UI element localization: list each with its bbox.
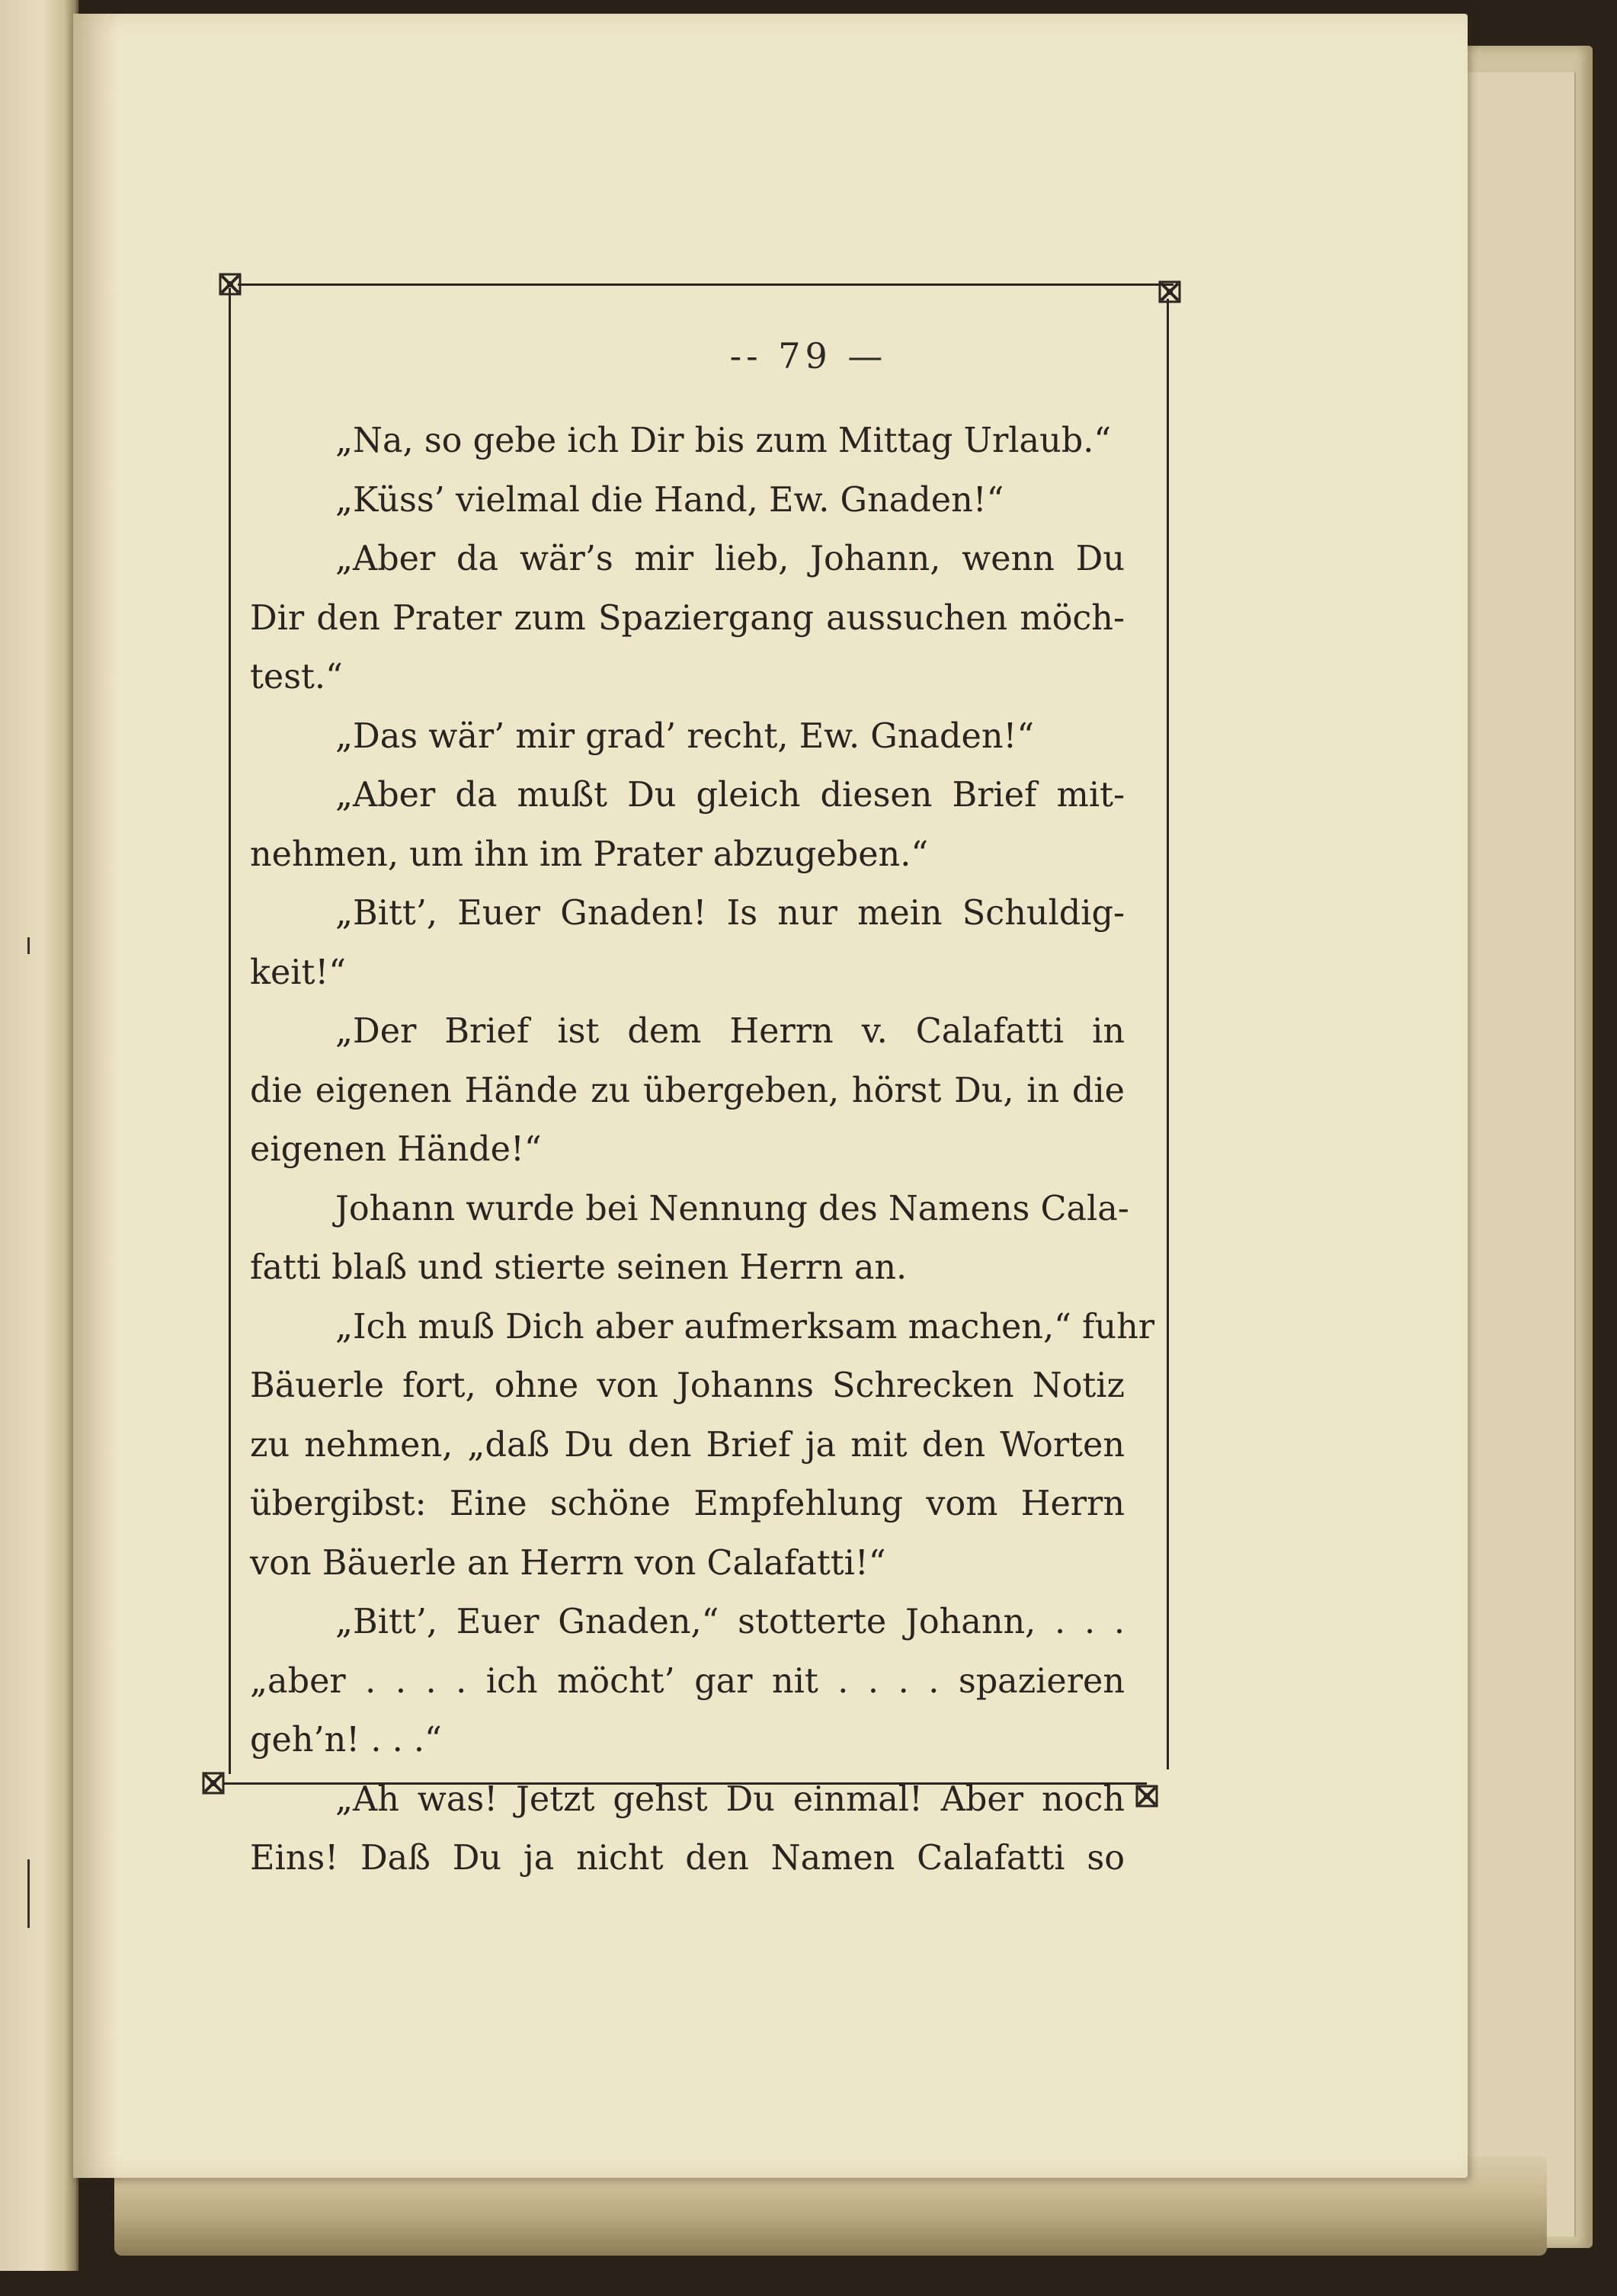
text-line: eigenen Hände!“ (250, 1130, 542, 1169)
text-line: „Der Brief ist dem Herrn v. Calafatti in (335, 1012, 1125, 1051)
text-line: die eigenen Hände zu übergeben, hörst Du, in die (250, 1071, 1125, 1110)
frame-right-rule (1167, 299, 1169, 1769)
text-line: zu nehmen, „daß Du den Brief ja mit den Worten (250, 1425, 1125, 1465)
text-line: „Ich muß Dich aber aufmerksam machen,“ fuhr (335, 1307, 1155, 1347)
text-line: „Aber da wär’s mir lieb, Johann, wenn Du (335, 540, 1125, 578)
text-line: Johann wurde bei Nennung des Namens Cala- (335, 1189, 1129, 1228)
page-number: -- 79 — (729, 335, 888, 376)
corner-ornament-icon (1135, 1785, 1158, 1808)
text-line: nehmen, um ihn im Prater abzugeben.“ (250, 834, 929, 874)
text-line: Dir den Prater zum Spaziergang aussuchen möch- (250, 598, 1125, 638)
text-line: test.“ (250, 658, 343, 696)
text-line: „aber . . . . ich möcht’ gar nit . . . . spazieren (250, 1661, 1125, 1701)
frame-left-rule (229, 288, 231, 1774)
corner-ornament-icon (202, 1772, 225, 1795)
text-line: „Na, so gebe ich Dir bis zum Mittag Urlaub.“ (335, 421, 1112, 460)
text-line: übergibst: Eine schöne Empfehlung vom Herrn (250, 1484, 1125, 1523)
text-line: „Ah was! Jetzt gehst Du einmal! Aber noch (335, 1779, 1125, 1819)
body-text (250, 411, 1155, 1888)
text-line: keit!“ (250, 953, 347, 992)
corner-ornament-icon (219, 273, 242, 296)
margin-mark (27, 937, 30, 954)
text-line: „Bitt’, Euer Gnaden,“ stotterte Johann, . . . (335, 1603, 1125, 1641)
text-line: Eins! Daß Du ja nicht den Namen Calafatti so (250, 1839, 1125, 1878)
text-line: „Das wär’ mir grad’ recht, Ew. Gnaden!“ (335, 716, 1035, 756)
text-line: geh’n! . . .“ (250, 1721, 442, 1760)
text-line: von Bäuerle an Herrn von Calafatti!“ (250, 1543, 886, 1583)
margin-mark (27, 1859, 30, 1928)
text-line: Bäuerle fort, ohne von Johanns Schrecken Notiz (250, 1366, 1125, 1405)
text-line: „Küss’ vielmal die Hand, Ew. Gnaden!“ (335, 480, 1004, 520)
corner-ornament-icon (1158, 280, 1181, 303)
text-line: fatti blaß und stierte seinen Herrn an. (250, 1248, 908, 1287)
text-line: „Aber da mußt Du gleich diesen Brief mit- (335, 776, 1125, 815)
text-line: „Bitt’, Euer Gnaden! Is nur mein Schuldig- (335, 894, 1125, 933)
frame-top-rule (238, 283, 1174, 286)
